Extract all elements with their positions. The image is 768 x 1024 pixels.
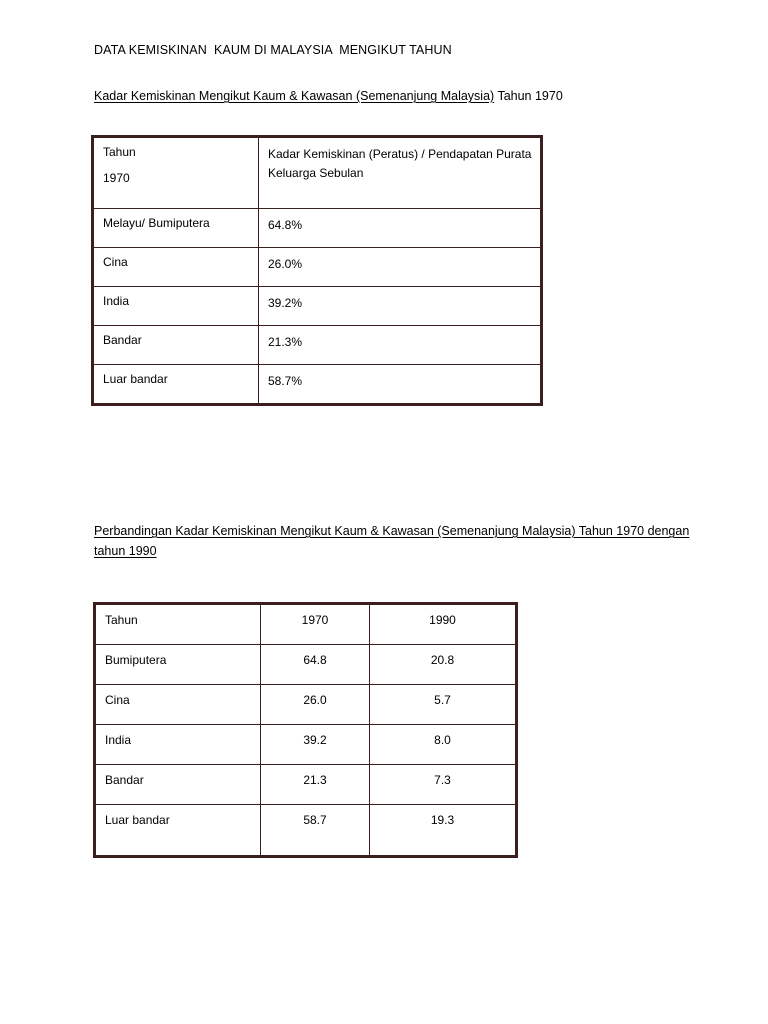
row-value-1990: 7.3 <box>370 765 517 805</box>
table-header-row <box>95 604 517 645</box>
row-value: 58.7% <box>259 365 542 405</box>
table-row <box>93 248 542 287</box>
table1-title-year: Tahun 1970 <box>494 89 563 103</box>
table-row <box>93 287 542 326</box>
table-header-row <box>93 137 542 209</box>
poverty-comparison-1970-1990-table <box>93 602 518 858</box>
table-row <box>95 805 517 857</box>
header-cell-year <box>93 137 259 209</box>
row-value-1970: 26.0 <box>261 685 370 725</box>
row-value: 26.0% <box>259 248 542 287</box>
document-heading: DATA KEMISKINAN KAUM DI MALAYSIA MENGIKUT TAHUN <box>94 43 452 57</box>
row-label: Bandar <box>95 765 261 805</box>
table2-title: Perbandingan Kadar Kemiskinan Mengikut Kaum & Kawasan (Semenanjung Malaysia) Tahun 1970 dengan tahun 1990 <box>94 524 690 558</box>
table-row <box>95 645 517 685</box>
table-row <box>95 765 517 805</box>
header-year-label: Tahun <box>103 145 136 159</box>
row-value-1990: 5.7 <box>370 685 517 725</box>
row-label: Melayu/ Bumiputera <box>93 209 259 248</box>
table-row <box>95 685 517 725</box>
row-label: Bumiputera <box>95 645 261 685</box>
header-year-value: 1970 <box>103 171 130 185</box>
row-value: 39.2% <box>259 287 542 326</box>
row-value: 64.8% <box>259 209 542 248</box>
row-label: Cina <box>95 685 261 725</box>
row-label: India <box>95 725 261 765</box>
row-value-1990: 20.8 <box>370 645 517 685</box>
table-row <box>93 209 542 248</box>
row-value-1970: 58.7 <box>261 805 370 857</box>
header-cell-1990: 1990 <box>370 604 517 645</box>
header-cell-year: Tahun <box>95 604 261 645</box>
row-value-1970: 21.3 <box>261 765 370 805</box>
header-cell-rate: Kadar Kemiskinan (Peratus) / Pendapatan Purata Keluarga Sebulan <box>259 137 542 209</box>
row-value-1990: 8.0 <box>370 725 517 765</box>
table-row <box>93 326 542 365</box>
table-row <box>93 365 542 405</box>
table1-title <box>94 89 563 103</box>
row-label: Cina <box>93 248 259 287</box>
table1-title-underlined: Kadar Kemiskinan Mengikut Kaum & Kawasan (Semenanjung Malaysia) <box>94 89 495 103</box>
row-label: Bandar <box>93 326 259 365</box>
row-value-1970: 39.2 <box>261 725 370 765</box>
row-value-1990: 19.3 <box>370 805 517 857</box>
row-label: Luar bandar <box>95 805 261 857</box>
row-value: 21.3% <box>259 326 542 365</box>
row-value-1970: 64.8 <box>261 645 370 685</box>
table-row <box>95 725 517 765</box>
row-label: India <box>93 287 259 326</box>
row-label: Luar bandar <box>93 365 259 405</box>
poverty-rate-1970-table <box>91 135 543 406</box>
header-cell-1970: 1970 <box>261 604 370 645</box>
